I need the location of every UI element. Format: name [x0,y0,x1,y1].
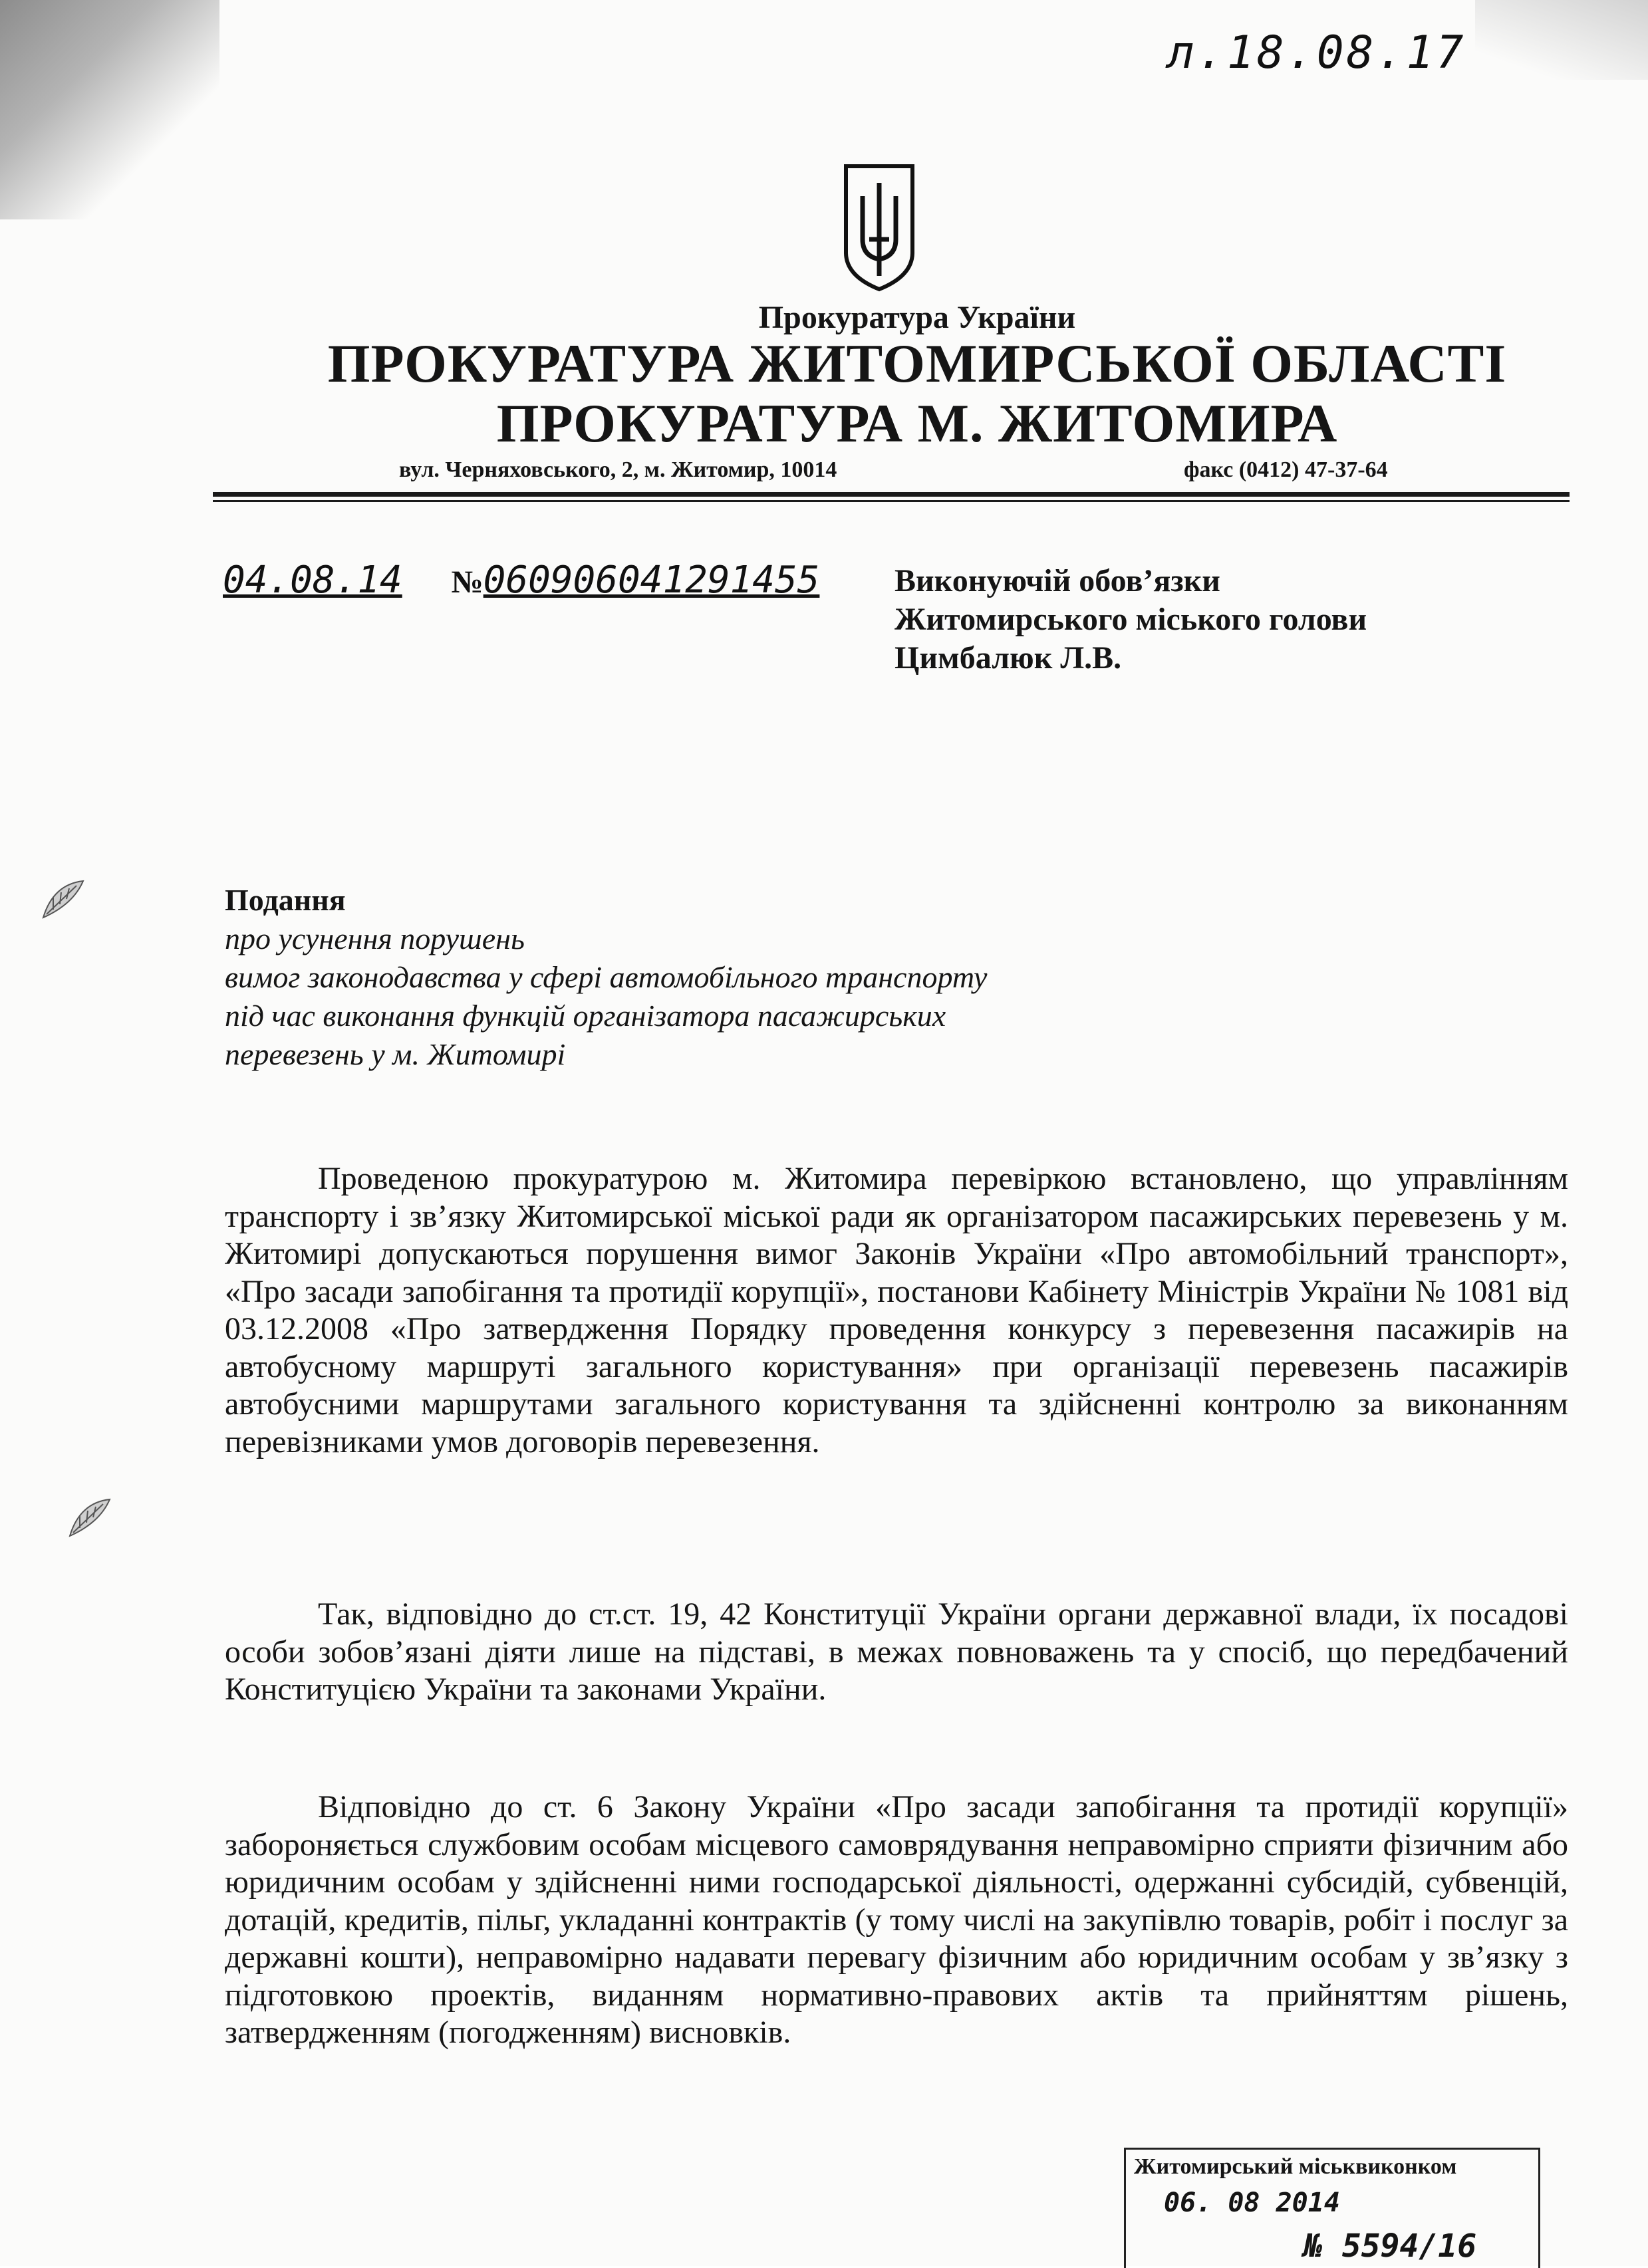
registration-date: 04.08.14 [223,559,402,602]
registration-stamp [1124,2148,1550,2266]
paragraph-text: Відповідно до ст. 6 Закону України «Про засади запобігання та протидії корупції» забороняється службовим особам місцевого самоврядування неправомірно сприяти фізичним або юридичним особам у здійсненні ними господарської діяльності, одержанні субсидій, субвенцій, дотацій, кредитів, пільг, укладанні контрактів (у тому числі на закупівлю товарів, робіт і послуг за державні кошти), неправомірно надавати перевагу фізичним або юридичним особам у зв’язку з підготовкою проектів, виданням нормативно-правових актів та прийняттям рішень, затвердженням (погодженням) висновків. [225,1789,1568,2050]
subject-title: Подання [225,883,346,917]
subject-line: перевезень у м. Житомирі [225,1037,566,1071]
registration-number: 060906041291455 [483,559,820,602]
subject-line: під час виконання функцій організатора пасажирських [225,999,946,1033]
agency-address: вул. Черняховського, 2, м. Житомир, 10014 [399,457,837,482]
body-paragraph-1 [225,1160,1568,1461]
hole-punch-mark-icon [67,1496,113,1543]
addressee-position: Житомирського міського голови [894,602,1367,637]
body-paragraph-2 [225,1596,1568,1709]
subject-line: про усунення порушень [225,922,525,955]
subject-block [225,881,987,1074]
addressee-name: Цимбалюк Л.В. [894,640,1122,676]
stamp-date: 06. 08 2014 [1164,2188,1340,2218]
hole-punch-mark-icon [40,878,86,924]
stamp-number-prefix: № [1304,2227,1323,2265]
scan-shadow-corner [0,0,219,219]
body-paragraph-3 [225,1789,1568,2052]
header-divider-thin [213,500,1570,502]
trident-emblem-icon [839,160,919,293]
registration-number-prefix: № [451,565,483,600]
stamp-organization: Житомирський міськвиконком [1134,2154,1457,2179]
addressee-title: Виконуючій обов’язки [894,563,1220,598]
subject-line: вимог законодавства у сфері автомобільного транспорту [225,960,988,994]
addressee-block [894,562,1367,678]
stamp-number [1304,2227,1476,2265]
scan-shadow-top-right [1475,0,1648,80]
agency-name-small: Прокуратура України [758,300,1076,335]
registration-line [223,559,819,602]
paragraph-text: Проведеною прокуратурою м. Житомира перевіркою встановлено, що управлінням транспорту і зв’язку Житомирської міської ради як організатором пасажирських перевезень у м. Житомирі допускаються порушення вимог Законів України «Про автомобільний транспорт», «Про засади запобігання та протидії корупції», постанови Кабінету Міністрів України № 1081 від 03.12.2008 «Про затвердження Порядку проведення конкурсу з перевезення пасажирів на автобусному маршруті загального користування» при організації перевезень пасажирів автобусними маршрутами загального користування та здійсненні контролю за виконанням перевізниками умов договорів перевезення. [225,1161,1568,1459]
stamp-number-value: 5594/16 [1341,2227,1477,2265]
agency-name-city: ПРОКУРАТУРА М. ЖИТОМИРА [496,393,1338,453]
agency-name-regional: ПРОКУРАТУРА ЖИТОМИРСЬКОЇ ОБЛАСТІ [327,333,1507,394]
paragraph-text: Так, відповідно до ст.ст. 19, 42 Конституції України органи державної влади, їх посадові особи зобов’язані діяти лише на підставі, в межах повноважень та у спосіб, що передбачений Конституцією України та законами України. [225,1596,1568,1707]
handwritten-date: л.18.08.17 [1167,27,1466,79]
agency-fax: факс (0412) 47-37-64 [1184,457,1388,482]
header-divider-thick [213,492,1570,497]
